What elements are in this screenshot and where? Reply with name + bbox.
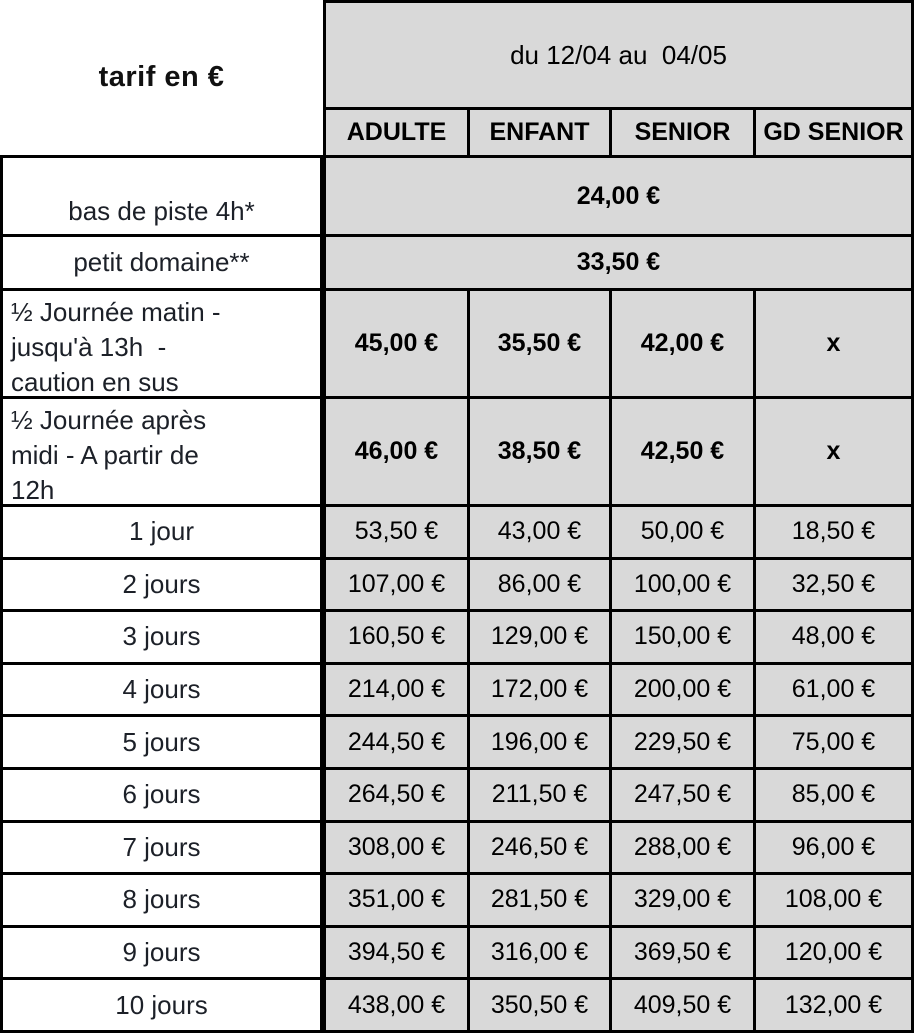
price-cell: 211,50 € <box>470 770 609 820</box>
row-label-line: jusqu'à 13h - <box>11 332 167 362</box>
price-cell: 409,50 € <box>612 980 753 1030</box>
price-cell: 281,50 € <box>470 875 609 925</box>
price-cell: 316,00 € <box>470 928 609 978</box>
period-header: du 12/04 au 04/05 <box>326 3 911 107</box>
row-label-8-jours: 8 jours <box>3 875 320 925</box>
price-cell: 229,50 € <box>612 717 753 767</box>
price-cell: 160,50 € <box>326 612 467 662</box>
price-cell: 108,00 € <box>756 875 911 925</box>
price-cell: 45,00 € <box>326 291 467 396</box>
row-label-4-jours: 4 jours <box>3 665 320 715</box>
price-cell: 50,00 € <box>612 507 753 557</box>
price-cell: 214,00 € <box>326 665 467 715</box>
row-label-3-jours: 3 jours <box>3 612 320 662</box>
price-cell: 288,00 € <box>612 823 753 873</box>
price-cell: 42,50 € <box>612 399 753 504</box>
price-cell: 85,00 € <box>756 770 911 820</box>
price-cell: 200,00 € <box>612 665 753 715</box>
price-cell: 86,00 € <box>470 560 609 610</box>
row-label-5-jours: 5 jours <box>3 717 320 767</box>
row-label-1-jour: 1 jour <box>3 507 320 557</box>
price-cell: 129,00 € <box>470 612 609 662</box>
row-label-line: caution en sus <box>11 367 179 396</box>
row-label-6-jours: 6 jours <box>3 770 320 820</box>
row-label-column <box>0 0 323 1033</box>
row-label-2-jours: 2 jours <box>3 560 320 610</box>
price-cell: 172,00 € <box>470 665 609 715</box>
row-label-10-jours: 10 jours <box>3 980 320 1030</box>
price-cell: 132,00 € <box>756 980 911 1030</box>
price-cell-unavailable: x <box>756 291 911 396</box>
price-cell-petit-domaine: 33,50 € <box>326 237 911 288</box>
price-cell: 329,00 € <box>612 875 753 925</box>
column-header-enfant: ENFANT <box>470 110 609 155</box>
column-header-adulte: ADULTE <box>326 110 467 155</box>
row-label-line: 12h <box>11 475 55 504</box>
price-cell: 438,00 € <box>326 980 467 1030</box>
price-cell: 351,00 € <box>326 875 467 925</box>
price-cell: 75,00 € <box>756 717 911 767</box>
price-cell: 394,50 € <box>326 928 467 978</box>
price-cell: 18,50 € <box>756 507 911 557</box>
price-cell: 53,50 € <box>326 507 467 557</box>
price-cell: 48,00 € <box>756 612 911 662</box>
price-table <box>323 0 914 1033</box>
price-cell: 120,00 € <box>756 928 911 978</box>
price-cell-bas-de-piste: 24,00 € <box>326 158 911 234</box>
corner-area <box>0 0 323 155</box>
price-cell: 42,00 € <box>612 291 753 396</box>
price-cell: 107,00 € <box>326 560 467 610</box>
price-cell: 46,00 € <box>326 399 467 504</box>
price-cell: 35,50 € <box>470 291 609 396</box>
column-header-gd-senior: GD SENIOR <box>756 110 911 155</box>
page-title: tarif en € <box>98 61 225 93</box>
price-cell: 308,00 € <box>326 823 467 873</box>
price-cell: 150,00 € <box>612 612 753 662</box>
row-label-table <box>0 155 323 1033</box>
price-cell: 264,50 € <box>326 770 467 820</box>
price-cell: 38,50 € <box>470 399 609 504</box>
row-label-9-jours: 9 jours <box>3 928 320 978</box>
price-cell: 96,00 € <box>756 823 911 873</box>
price-cell: 43,00 € <box>470 507 609 557</box>
price-cell: 350,50 € <box>470 980 609 1030</box>
row-label-bas-de-piste: bas de piste 4h* <box>3 158 320 234</box>
column-header-senior: SENIOR <box>612 110 753 155</box>
row-label-7-jours: 7 jours <box>3 823 320 873</box>
price-cell: 244,50 € <box>326 717 467 767</box>
row-label-demi-journee-matin <box>3 291 320 396</box>
row-label-line: ½ Journée matin - <box>11 297 221 327</box>
price-cell: 369,50 € <box>612 928 753 978</box>
price-cell: 100,00 € <box>612 560 753 610</box>
row-label-line: midi - A partir de <box>11 440 199 470</box>
price-cell: 247,50 € <box>612 770 753 820</box>
price-cell-unavailable: x <box>756 399 911 504</box>
row-label-petit-domaine: petit domaine** <box>3 237 320 288</box>
price-cell: 61,00 € <box>756 665 911 715</box>
row-label-demi-journee-apres-midi <box>3 399 320 504</box>
price-cell: 32,50 € <box>756 560 911 610</box>
price-cell: 246,50 € <box>470 823 609 873</box>
row-label-line: ½ Journée après <box>11 405 207 435</box>
price-cell: 196,00 € <box>470 717 609 767</box>
